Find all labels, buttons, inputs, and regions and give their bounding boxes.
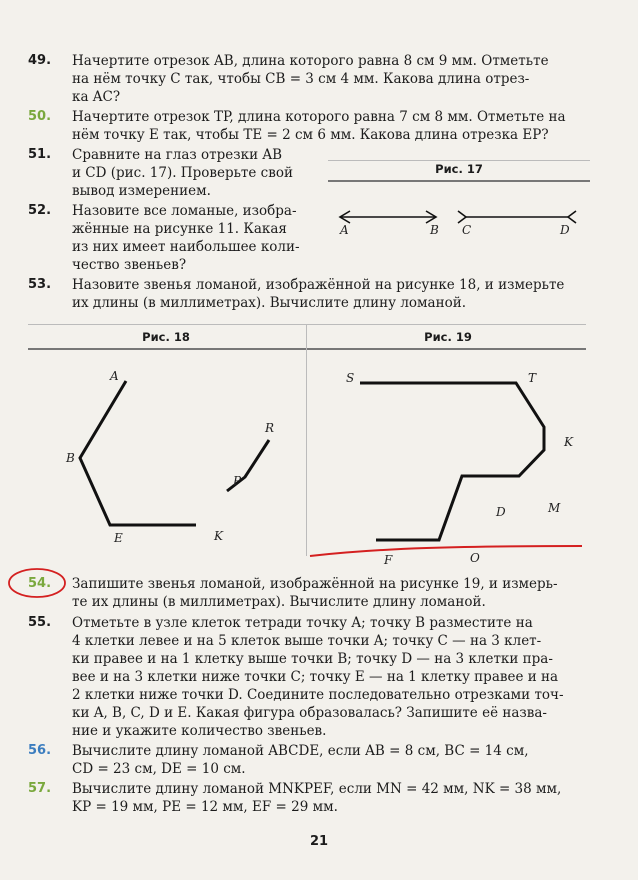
problem-line: и CD (рис. 17). Проверьте свой — [72, 165, 293, 181]
figures-18-19 — [28, 324, 586, 567]
problem-line: Начертите отрезок TP, длина которого равна 7 см 8 мм. Отметьте на — [72, 109, 566, 125]
point-label-k: K — [214, 529, 223, 543]
point-label-p: P — [233, 474, 242, 488]
problem-line: ки A, B, C, D и E. Какая фигура образовалась? Запишите её назва- — [72, 705, 547, 721]
figure-17-drawing — [328, 182, 590, 252]
figure-17 — [328, 152, 590, 252]
point-label-b: B — [66, 451, 75, 465]
point-label-a: A — [340, 223, 349, 237]
figure-18-drawing — [28, 350, 304, 556]
point-label-r: R — [265, 421, 275, 435]
point-label-t: T — [528, 371, 537, 385]
problem-number: 53. — [28, 277, 52, 292]
problem-line: Начертите отрезок AB, длина которого равна 8 см 9 мм. Отметьте — [72, 53, 549, 69]
problem-line: ки правее и на 1 клетку выше точки B; точку D — на 3 клетки пра- — [72, 651, 553, 667]
problem-line: 4 клетки левее и на 5 клеток выше точки A; точку C — на 3 клет- — [72, 633, 542, 649]
problem-line: Вычислите длину ломаной MNKPEF, если MN = 42 мм, NK = 38 мм, — [72, 781, 562, 797]
point-label-m: M — [548, 501, 561, 515]
point-label-s: S — [346, 371, 355, 385]
problem-line: чество звеньев? — [72, 257, 187, 273]
problem-number: 56. — [28, 743, 52, 758]
point-label-k: K — [564, 435, 573, 449]
problem-line: из них имеет наибольшее коли- — [72, 239, 300, 255]
figure-18-title: Рис. 18 — [142, 330, 190, 344]
figure-19-drawing — [308, 350, 584, 567]
point-label-f: F — [384, 553, 393, 567]
point-label-d: D — [560, 223, 570, 237]
problem-line: Назовите звенья ломаной, изображённой на рисунке 18, и измерьте — [72, 277, 565, 293]
page-number: 21 — [309, 834, 329, 849]
problem-line: Запишите звенья ломаной, изображённой на рисунке 19, и измерь- — [72, 576, 558, 592]
problem-line: Вычислите длину ломаной ABCDE, если AB = 8 см, BC = 14 см, — [72, 743, 529, 759]
problem-line: ка AC? — [72, 89, 121, 105]
problem-line: Отметьте в узле клеток тетради точку A; точку B разместите на — [72, 615, 533, 631]
problem-line: KP = 19 мм, PE = 12 мм, EF = 29 мм. — [72, 799, 338, 815]
point-label-a: A — [110, 369, 119, 383]
point-label-o: O — [470, 551, 480, 565]
problem-number: 57. — [28, 781, 52, 796]
problem-line: те их длины (в миллиметрах). Вычислите длину ломаной. — [72, 594, 486, 610]
point-label-b: B — [430, 223, 439, 237]
problem-line: жённые на рисунке 11. Какая — [72, 221, 287, 237]
point-label-d: D — [496, 505, 506, 519]
problem-number: 51. — [28, 147, 52, 162]
problem-line: CD = 23 см, DE = 10 см. — [72, 761, 246, 777]
figure-17-title: Рис. 17 — [435, 162, 483, 176]
problem-line: вее и на 3 клетки ниже точки C; точку E — на 1 клетку правее и на — [72, 669, 559, 685]
problem-number: 50. — [28, 109, 52, 124]
problem-number: 54. — [28, 576, 52, 591]
problem-line: 2 клетки ниже точки D. Соедините последовательно отрезками точ- — [72, 687, 564, 703]
problem-line: их длины (в миллиметрах). Вычислите длину ломаной. — [72, 295, 466, 311]
segment-cd — [458, 211, 576, 223]
problem-line: вывод измерением. — [72, 183, 211, 199]
problem-line: Назовите все ломаные, изобра- — [72, 203, 297, 219]
point-label-c: C — [462, 223, 472, 237]
problem-line: ние и укажите количество звеньев. — [72, 723, 327, 739]
problem-line: Сравните на глаз отрезки AB — [72, 147, 283, 163]
problem-line: на нём точку C так, чтобы CB = 3 см 4 мм. Какова длина отрез- — [72, 71, 530, 87]
figure-19-title: Рис. 19 — [424, 330, 472, 344]
segment-ab — [340, 211, 436, 223]
polyline-fig19 — [360, 383, 544, 540]
problem-number: 55. — [28, 615, 52, 630]
point-label-e: E — [114, 531, 123, 545]
problem-number: 49. — [28, 53, 52, 68]
problem-number: 52. — [28, 203, 52, 218]
polyline-fig18-left — [80, 381, 196, 525]
problem-line: нём точку E так, чтобы TE = 2 см 6 мм. Какова длина отрезка EP? — [72, 127, 549, 143]
